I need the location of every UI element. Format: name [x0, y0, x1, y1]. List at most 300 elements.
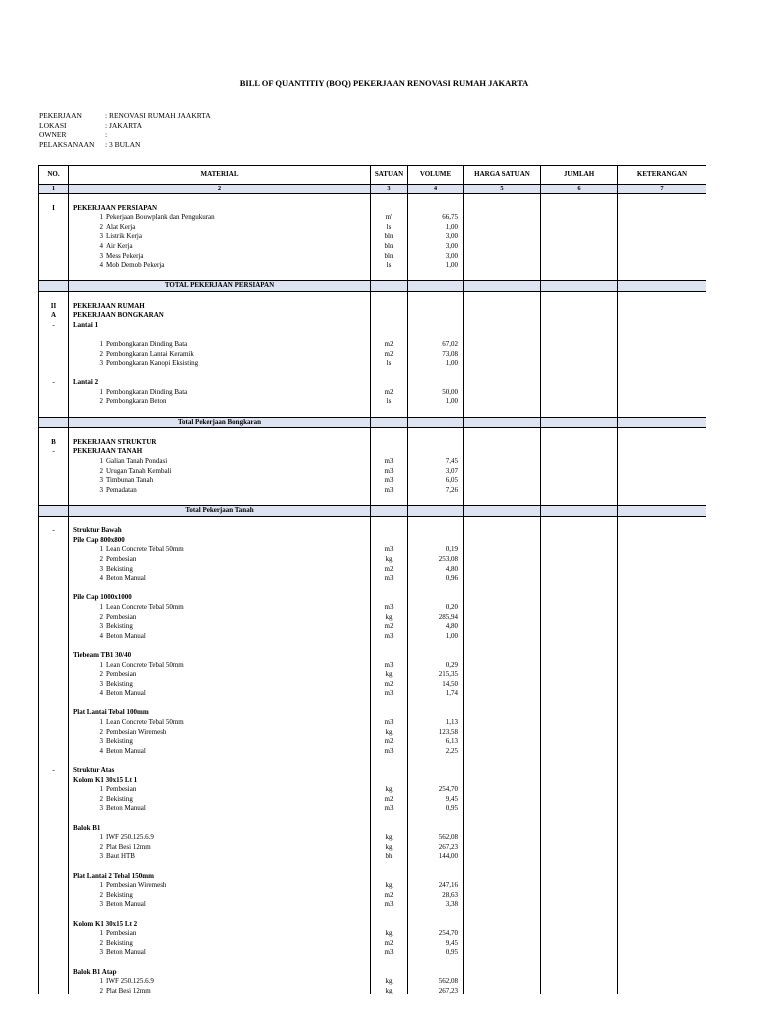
- spacer-row: [39, 369, 707, 379]
- harga-cell: [464, 555, 541, 565]
- info-label: PELAKSANAAN: [39, 139, 95, 149]
- satuan-cell: m3: [371, 476, 408, 486]
- material-cell: [69, 785, 371, 795]
- section-number: [39, 536, 69, 546]
- empty-cell: [618, 516, 707, 526]
- volume-cell: 247,16: [408, 881, 464, 891]
- satuan-cell: [371, 311, 408, 321]
- item-description: Beton Manual: [106, 574, 146, 583]
- empty-cell: [618, 910, 707, 920]
- jumlah-cell: [541, 232, 618, 242]
- section-title: Tiebeam TB1 30/40: [69, 651, 371, 661]
- section-number: [39, 968, 69, 978]
- item-number: 4: [99, 574, 103, 583]
- satuan-cell: bln: [371, 232, 408, 242]
- item-description: Beton Manual: [106, 948, 146, 957]
- item-row: [39, 545, 707, 555]
- volume-cell: [408, 302, 464, 312]
- harga-cell: [464, 747, 541, 757]
- empty-cell: [541, 291, 618, 301]
- item-description: Lean Concrete Tebal 50mm: [106, 660, 184, 669]
- item-number: 1: [99, 213, 103, 222]
- empty-cell: [541, 862, 618, 872]
- item-number: 3: [99, 852, 103, 861]
- section-number: [39, 920, 69, 930]
- no-cell: [39, 843, 69, 853]
- empty-cell: [39, 516, 69, 526]
- no-cell: [39, 340, 69, 350]
- item-description: Alat Kerja: [106, 222, 136, 231]
- volume-cell: [408, 872, 464, 882]
- no-cell: [39, 785, 69, 795]
- jumlah-cell: [541, 891, 618, 901]
- satuan-cell: [371, 968, 408, 978]
- empty-cell: [69, 330, 371, 340]
- material-cell: [69, 350, 371, 360]
- volume-cell: [408, 506, 464, 517]
- total-row: [39, 281, 707, 292]
- spacer-row: [39, 407, 707, 417]
- empty-cell: [371, 958, 408, 968]
- empty-cell: [69, 428, 371, 438]
- item-description: Pembongkaran Beton: [106, 397, 167, 406]
- satuan-cell: [371, 593, 408, 603]
- satuan-cell: m2: [371, 680, 408, 690]
- satuan-cell: [371, 536, 408, 546]
- section-title: Lantai 2: [69, 378, 371, 388]
- no-cell: [39, 977, 69, 987]
- keterangan-cell: [618, 651, 707, 661]
- harga-cell: [464, 632, 541, 642]
- material-cell: [69, 486, 371, 496]
- info-value: : RENOVASI RUMAH JAAKRTA: [105, 111, 211, 120]
- item-description: Baut HTB: [106, 852, 135, 861]
- no-cell: [39, 603, 69, 613]
- item-description: Pembesian: [106, 929, 137, 938]
- material-cell: [69, 457, 371, 467]
- no-cell: [39, 223, 69, 233]
- empty-cell: [541, 495, 618, 505]
- empty-cell: [39, 291, 69, 301]
- item-number: 3: [99, 804, 103, 813]
- item-row: [39, 486, 707, 496]
- material-cell: [69, 929, 371, 939]
- harga-cell: [464, 232, 541, 242]
- jumlah-cell: [541, 388, 618, 398]
- no-cell: [39, 632, 69, 642]
- col-header-harga-satuan: HARGA SATUAN: [464, 166, 541, 185]
- section-row: [39, 651, 707, 661]
- no-cell: [39, 506, 69, 517]
- volume-cell: 0,96: [408, 574, 464, 584]
- jumlah-cell: [541, 881, 618, 891]
- col-header-keterangan: KETERANGAN: [618, 166, 707, 185]
- satuan-cell: m2: [371, 737, 408, 747]
- item-number: 1: [99, 881, 103, 890]
- keterangan-cell: [618, 737, 707, 747]
- volume-cell: [408, 378, 464, 388]
- item-number: 2: [99, 466, 103, 475]
- item-row: [39, 359, 707, 369]
- harga-cell: [464, 457, 541, 467]
- jumlah-cell: [541, 872, 618, 882]
- material-cell: [69, 747, 371, 757]
- empty-cell: [618, 641, 707, 651]
- volume-cell: 267,23: [408, 987, 464, 994]
- harga-cell: [464, 776, 541, 786]
- material-cell: [69, 891, 371, 901]
- empty-cell: [464, 958, 541, 968]
- keterangan-cell: [618, 447, 707, 457]
- jumlah-cell: [541, 929, 618, 939]
- keterangan-cell: [618, 536, 707, 546]
- volume-cell: 0,19: [408, 545, 464, 555]
- no-cell: [39, 417, 69, 428]
- keterangan-cell: [618, 689, 707, 699]
- harga-cell: [464, 670, 541, 680]
- section-number: -: [39, 447, 69, 457]
- satuan-cell: m2: [371, 350, 408, 360]
- volume-cell: [408, 651, 464, 661]
- item-description: Bekisting: [106, 794, 133, 803]
- item-number: 2: [99, 349, 103, 358]
- item-row: [39, 852, 707, 862]
- info-label: OWNER: [39, 130, 67, 140]
- jumlah-cell: [541, 766, 618, 776]
- satuan-cell: m3: [371, 747, 408, 757]
- satuan-cell: m2: [371, 795, 408, 805]
- satuan-cell: kg: [371, 977, 408, 987]
- item-description: Plat Besi 12mm: [106, 986, 151, 994]
- harga-cell: [464, 536, 541, 546]
- total-row: [39, 506, 707, 517]
- section-title: Kolom K1 30x15 Lt 1: [69, 776, 371, 786]
- item-description: Bekisting: [106, 938, 133, 947]
- material-cell: [69, 340, 371, 350]
- satuan-cell: m3: [371, 900, 408, 910]
- section-title: Struktur Atas: [69, 766, 371, 776]
- section-row: [39, 447, 707, 457]
- satuan-cell: [371, 417, 408, 428]
- spacer-row: [39, 495, 707, 505]
- empty-cell: [464, 428, 541, 438]
- material-cell: [69, 900, 371, 910]
- keterangan-cell: [618, 204, 707, 214]
- empty-cell: [464, 699, 541, 709]
- item-row: [39, 785, 707, 795]
- keterangan-cell: [618, 302, 707, 312]
- total-label: TOTAL PEKERJAAN PERSIAPAN: [69, 281, 371, 292]
- item-description: Pembesian: [106, 554, 137, 563]
- volume-cell: 1,00: [408, 397, 464, 407]
- empty-cell: [39, 369, 69, 379]
- jumlah-cell: [541, 795, 618, 805]
- empty-cell: [371, 516, 408, 526]
- empty-cell: [464, 330, 541, 340]
- volume-cell: [408, 321, 464, 331]
- harga-cell: [464, 843, 541, 853]
- spacer-row: [39, 428, 707, 438]
- jumlah-cell: [541, 948, 618, 958]
- empty-cell: [39, 407, 69, 417]
- satuan-cell: ls: [371, 397, 408, 407]
- empty-cell: [371, 194, 408, 204]
- spacer-row: [39, 291, 707, 301]
- keterangan-cell: [618, 252, 707, 262]
- jumlah-cell: [541, 689, 618, 699]
- satuan-cell: m3: [371, 632, 408, 642]
- item-row: [39, 467, 707, 477]
- empty-cell: [371, 330, 408, 340]
- item-row: [39, 574, 707, 584]
- keterangan-cell: [618, 565, 707, 575]
- item-number: 4: [99, 689, 103, 698]
- item-row: [39, 881, 707, 891]
- satuan-cell: [371, 708, 408, 718]
- col-number: 7: [618, 185, 707, 194]
- harga-cell: [464, 613, 541, 623]
- empty-cell: [408, 958, 464, 968]
- volume-cell: 285,94: [408, 613, 464, 623]
- material-cell: [69, 359, 371, 369]
- item-description: IWF 250.125.6.9: [106, 977, 154, 986]
- section-title: Balok B1: [69, 824, 371, 834]
- item-number: 2: [99, 222, 103, 231]
- empty-cell: [464, 756, 541, 766]
- col-header-material: MATERIAL: [69, 166, 371, 185]
- volume-cell: 0,29: [408, 661, 464, 671]
- harga-cell: [464, 321, 541, 331]
- jumlah-cell: [541, 213, 618, 223]
- empty-cell: [39, 330, 69, 340]
- jumlah-cell: [541, 680, 618, 690]
- harga-cell: [464, 311, 541, 321]
- item-description: Bekisting: [106, 564, 133, 573]
- no-cell: [39, 555, 69, 565]
- empty-cell: [408, 369, 464, 379]
- col-header-jumlah: JUMLAH: [541, 166, 618, 185]
- volume-cell: [408, 311, 464, 321]
- no-cell: [39, 929, 69, 939]
- jumlah-cell: [541, 747, 618, 757]
- empty-cell: [464, 910, 541, 920]
- keterangan-cell: [618, 476, 707, 486]
- jumlah-cell: [541, 728, 618, 738]
- jumlah-cell: [541, 613, 618, 623]
- item-number: 3: [99, 679, 103, 688]
- empty-cell: [408, 862, 464, 872]
- no-cell: [39, 261, 69, 271]
- volume-cell: 66,75: [408, 213, 464, 223]
- section-title: Lantai 1: [69, 321, 371, 331]
- harga-cell: [464, 417, 541, 428]
- volume-cell: [408, 776, 464, 786]
- material-cell: [69, 987, 371, 994]
- no-cell: [39, 718, 69, 728]
- material-cell: [69, 232, 371, 242]
- empty-cell: [618, 369, 707, 379]
- harga-cell: [464, 467, 541, 477]
- harga-cell: [464, 737, 541, 747]
- boq-table: [38, 165, 706, 994]
- volume-cell: 215,35: [408, 670, 464, 680]
- material-cell: [69, 852, 371, 862]
- material-cell: [69, 737, 371, 747]
- item-number: 1: [99, 339, 103, 348]
- item-number: 2: [99, 554, 103, 563]
- item-row: [39, 900, 707, 910]
- volume-cell: [408, 536, 464, 546]
- satuan-cell: [371, 526, 408, 536]
- item-row: [39, 340, 707, 350]
- item-row: [39, 718, 707, 728]
- harga-cell: [464, 795, 541, 805]
- satuan-cell: m3: [371, 457, 408, 467]
- harga-cell: [464, 939, 541, 949]
- empty-cell: [408, 428, 464, 438]
- empty-cell: [408, 291, 464, 301]
- jumlah-cell: [541, 340, 618, 350]
- no-cell: [39, 232, 69, 242]
- satuan-cell: m3: [371, 718, 408, 728]
- empty-cell: [618, 958, 707, 968]
- volume-cell: 1,00: [408, 261, 464, 271]
- jumlah-cell: [541, 204, 618, 214]
- keterangan-cell: [618, 968, 707, 978]
- harga-cell: [464, 252, 541, 262]
- harga-cell: [464, 526, 541, 536]
- spacer-row: [39, 271, 707, 281]
- section-number: [39, 824, 69, 834]
- section-number: II: [39, 302, 69, 312]
- satuan-cell: m2: [371, 388, 408, 398]
- jumlah-cell: [541, 350, 618, 360]
- keterangan-cell: [618, 670, 707, 680]
- item-description: Pembesian Wiremesh: [106, 727, 167, 736]
- document-title: BILL OF QUANTITIY (BOQ) PEKERJAAN RENOVASI RUMAH JAKARTA: [239, 78, 529, 88]
- item-description: Air Kerja: [106, 241, 133, 250]
- volume-cell: [408, 204, 464, 214]
- section-number: -: [39, 378, 69, 388]
- jumlah-cell: [541, 718, 618, 728]
- item-number: 2: [99, 842, 103, 851]
- item-description: Beton Manual: [106, 631, 146, 640]
- empty-cell: [371, 407, 408, 417]
- item-number: 3: [99, 564, 103, 573]
- empty-cell: [371, 495, 408, 505]
- item-number: 2: [99, 986, 103, 994]
- item-row: [39, 680, 707, 690]
- section-number: [39, 651, 69, 661]
- jumlah-cell: [541, 302, 618, 312]
- item-description: Lean Concrete Tebal 50mm: [106, 718, 184, 727]
- jumlah-cell: [541, 622, 618, 632]
- satuan-cell: m3: [371, 486, 408, 496]
- volume-cell: 7,26: [408, 486, 464, 496]
- item-number: 1: [99, 929, 103, 938]
- jumlah-cell: [541, 977, 618, 987]
- keterangan-cell: [618, 843, 707, 853]
- harga-cell: [464, 350, 541, 360]
- keterangan-cell: [618, 939, 707, 949]
- spacer-row: [39, 330, 707, 340]
- item-number: 1: [99, 602, 103, 611]
- spacer-row: [39, 814, 707, 824]
- volume-cell: [408, 526, 464, 536]
- keterangan-cell: [618, 728, 707, 738]
- no-cell: [39, 900, 69, 910]
- header-row: [39, 166, 707, 185]
- material-cell: [69, 689, 371, 699]
- no-cell: [39, 948, 69, 958]
- harga-cell: [464, 804, 541, 814]
- item-number: 3: [99, 232, 103, 241]
- empty-cell: [371, 584, 408, 594]
- empty-cell: [408, 330, 464, 340]
- volume-cell: 144,00: [408, 852, 464, 862]
- empty-cell: [408, 194, 464, 204]
- no-cell: [39, 281, 69, 292]
- keterangan-cell: [618, 378, 707, 388]
- item-description: Beton Manual: [106, 804, 146, 813]
- jumlah-cell: [541, 920, 618, 930]
- keterangan-cell: [618, 632, 707, 642]
- empty-cell: [618, 862, 707, 872]
- empty-cell: [408, 641, 464, 651]
- harga-cell: [464, 223, 541, 233]
- material-cell: [69, 977, 371, 987]
- item-number: 2: [99, 938, 103, 947]
- satuan-cell: bh: [371, 852, 408, 862]
- empty-cell: [69, 584, 371, 594]
- section-title: PEKERJAAN BONGKARAN: [69, 311, 371, 321]
- volume-cell: 2,25: [408, 747, 464, 757]
- section-title: PEKERJAAN RUMAH: [69, 302, 371, 312]
- empty-cell: [408, 756, 464, 766]
- satuan-cell: [371, 506, 408, 517]
- jumlah-cell: [541, 785, 618, 795]
- item-row: [39, 795, 707, 805]
- section-number: -: [39, 526, 69, 536]
- empty-cell: [371, 428, 408, 438]
- empty-cell: [69, 699, 371, 709]
- item-description: Mob Demob Pekerja: [106, 261, 165, 270]
- volume-cell: 67,02: [408, 340, 464, 350]
- info-row-lokasi: [39, 121, 211, 131]
- empty-cell: [541, 194, 618, 204]
- empty-cell: [618, 428, 707, 438]
- empty-cell: [39, 814, 69, 824]
- satuan-cell: kg: [371, 843, 408, 853]
- section-row: [39, 968, 707, 978]
- item-description: Pekerjaan Bouwplank dan Pengukuran: [106, 213, 215, 222]
- spacer-row: [39, 756, 707, 766]
- column-number-row: [39, 185, 707, 194]
- jumlah-cell: [541, 737, 618, 747]
- no-cell: [39, 670, 69, 680]
- keterangan-cell: [618, 457, 707, 467]
- volume-cell: 6,05: [408, 476, 464, 486]
- satuan-cell: m2: [371, 565, 408, 575]
- material-cell: [69, 555, 371, 565]
- harga-cell: [464, 881, 541, 891]
- item-row: [39, 603, 707, 613]
- no-cell: [39, 622, 69, 632]
- empty-cell: [39, 699, 69, 709]
- boq-body: [39, 194, 707, 995]
- empty-cell: [464, 194, 541, 204]
- satuan-cell: [371, 378, 408, 388]
